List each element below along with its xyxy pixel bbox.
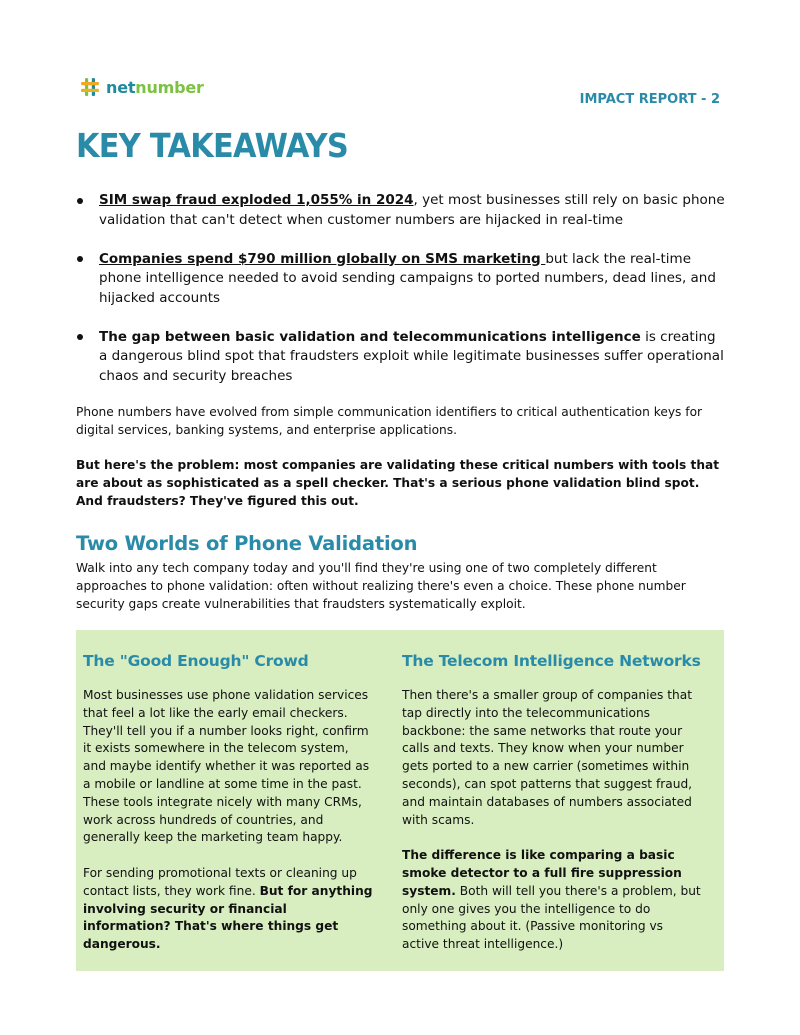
section-intro-paragraph: Walk into any tech company today and you'll find they're using one of two completely different approaches to phone validation: often without realizing there's even a choice. These phone number security gaps create vulnerabilities that fraudsters systematically exploit. [76, 561, 686, 611]
takeaway-text: , yet most businesses still rely on basic phone validation that can't detect when customer numbers are hijacked in real-time [99, 192, 725, 228]
takeaway-lead: SIM swap fraud exploded 1,055% in 2024 [99, 192, 414, 208]
intro-paragraph: Phone numbers have evolved from simple communication identifiers to critical authentication keys for digital services, banking systems, and enterprise applications. [76, 405, 703, 437]
telecom-networks-comparison-bold: The difference is like comparing a basic smoke detector to a full fire suppression system. [402, 848, 682, 898]
logo-wordmark [106, 78, 204, 97]
telecom-networks-column [402, 652, 702, 972]
logo-number-text: number [135, 77, 204, 97]
good-enough-title: The "Good Enough" Crowd [83, 652, 309, 670]
netnumber-logo [80, 76, 204, 98]
good-enough-warning-text: For sending promotional texts or cleaning up contact lists, they work fine. [83, 865, 357, 898]
telecom-networks-paragraph: Then there's a smaller group of companies that tap directly into the telecommunications backbone: the same networks that route your calls and texts. They know when your number gets ported to a new carrier (sometimes within seconds), can spot patterns that suggest fraud, and maintain databases of numbers associated with scams. [402, 688, 693, 827]
telecom-networks-title: The Telecom Intelligence Networks [402, 652, 701, 670]
takeaway-item [76, 191, 726, 230]
page-title: KEY TAKEAWAYS [76, 126, 349, 165]
takeaway-item [76, 250, 726, 309]
comparison-panel [76, 630, 724, 971]
takeaway-text: is creating a dangerous blind spot that fraudsters exploit while legitimate businesses suffer operational chaos and security breaches [99, 328, 724, 384]
takeaway-lead: The gap between basic validation and telecommunications intelligence [99, 328, 641, 345]
section-title: Two Worlds of Phone Validation [76, 532, 418, 555]
problem-paragraph: But here's the problem: most companies are validating these critical numbers with tools that are about as sophisticated as a spell checker. That's a serious phone validation blind spot. And fraudsters? They've figured this out. [76, 458, 720, 508]
report-page-label: IMPACT REPORT - 2 [579, 92, 720, 107]
key-takeaways-list [76, 191, 726, 406]
takeaway-lead: Companies spend $790 million globally on SMS marketing [99, 250, 546, 267]
takeaway-item [76, 328, 726, 387]
telecom-networks-comparison [402, 847, 702, 954]
good-enough-paragraph: Most businesses use phone validation services that feel a lot like the early email checkers. They'll tell you if a number looks right, confirm it exists somewhere in the telecom system, and maybe identify whether it was reported as a mobile or landline at some time in the past. These tools integrate nicely with many CRMs, work across hundreds of countries, and generally keep the marketing team happy. [83, 688, 370, 845]
logo-net-text: net [106, 77, 136, 97]
takeaway-text: but lack the real-time phone intelligence needed to avoid sending campaigns to ported numbers, dead lines, and hijacked accounts [99, 250, 716, 306]
good-enough-column [83, 652, 373, 972]
good-enough-warning-bold: But for anything involving security or financial information? That's where things get dangerous. [83, 883, 373, 952]
telecom-networks-comparison-text: Both will tell you there's a problem, but only one gives you the intelligence to do something about it. (Passive monitoring vs active threat intelligence.) [402, 883, 701, 952]
hash-logo-icon [80, 77, 100, 97]
good-enough-warning [83, 865, 373, 954]
